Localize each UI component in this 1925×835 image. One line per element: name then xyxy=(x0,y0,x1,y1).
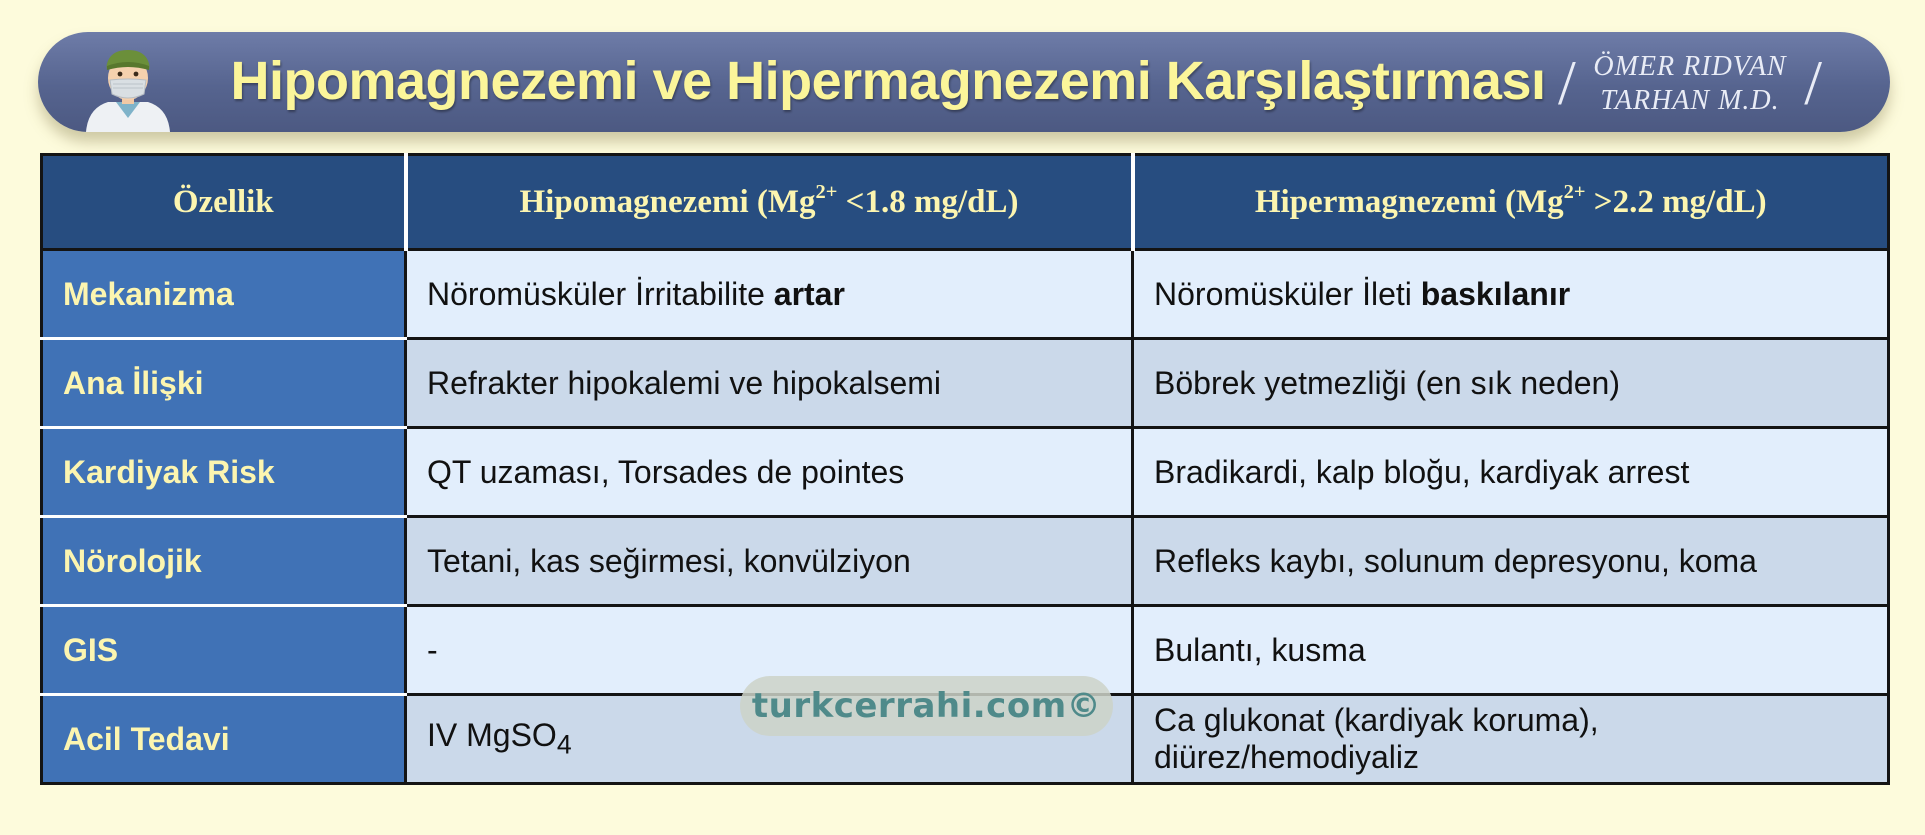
hypo-cell: Nöromüsküler İrritabilite artar xyxy=(406,250,1133,339)
row-feature-label: Acil Tedavi xyxy=(42,695,406,784)
hyper-cell: Ca glukonat (kardiyak koruma), diürez/hemodiyaliz xyxy=(1133,695,1889,784)
hyper-cell: Refleks kaybı, solunum depresyonu, koma xyxy=(1133,517,1889,606)
table-header-row xyxy=(42,155,1889,250)
hyper-cell: Nöromüsküler İleti baskılanır xyxy=(1133,250,1889,339)
hyper-cell: Bradikardi, kalp bloğu, kardiyak arrest xyxy=(1133,428,1889,517)
row-feature-label: GIS xyxy=(42,606,406,695)
row-feature-label: Kardiyak Risk xyxy=(42,428,406,517)
hyper-cell: Böbrek yetmezliği (en sık neden) xyxy=(1133,339,1889,428)
hypo-cell: QT uzaması, Torsades de pointes xyxy=(406,428,1133,517)
site-watermark: turkcerrahi.com© xyxy=(740,676,1113,736)
author-signature xyxy=(1540,44,1840,124)
hypo-cell: Refrakter hipokalemi ve hipokalsemi xyxy=(406,339,1133,428)
hypo-cell: - xyxy=(406,606,1133,695)
column-header-feature: Özellik xyxy=(42,155,406,250)
column-header-hypomagnesemia: Hipomagnezemi ($Mg^{2+} <1.8$ mg/dL) xyxy=(406,155,1133,250)
hypo-cell: Tetani, kas seğirmesi, konvülziyon xyxy=(406,517,1133,606)
signature-slash-left: / xyxy=(1558,47,1576,118)
row-feature-label: Mekanizma xyxy=(42,250,406,339)
row-feature-label: Nörolojik xyxy=(42,517,406,606)
page-title: Hipomagnezemi ve Hipermagnezemi Karşılaştırması xyxy=(230,51,1546,111)
table-row xyxy=(42,428,1889,517)
hyper-cell: Bulantı, kusma xyxy=(1133,606,1889,695)
row-feature-label: Ana İlişki xyxy=(42,339,406,428)
column-header-hypermagnesemia: Hipermagnezemi ($Mg^{2+} >2.2$ mg/dL) xyxy=(1133,155,1889,250)
signature-line-1: ÖMER RIDVAN xyxy=(1593,51,1787,82)
title-banner xyxy=(38,32,1890,132)
hypo-cell: IV MgSO$_4$ xyxy=(406,695,1133,784)
table-row xyxy=(42,517,1889,606)
table-row xyxy=(42,339,1889,428)
signature-line-2: TARHAN M.D. xyxy=(1600,85,1780,116)
signature-slash-right: / xyxy=(1804,47,1822,118)
doctor-avatar-icon xyxy=(78,36,178,132)
table-row xyxy=(42,250,1889,339)
